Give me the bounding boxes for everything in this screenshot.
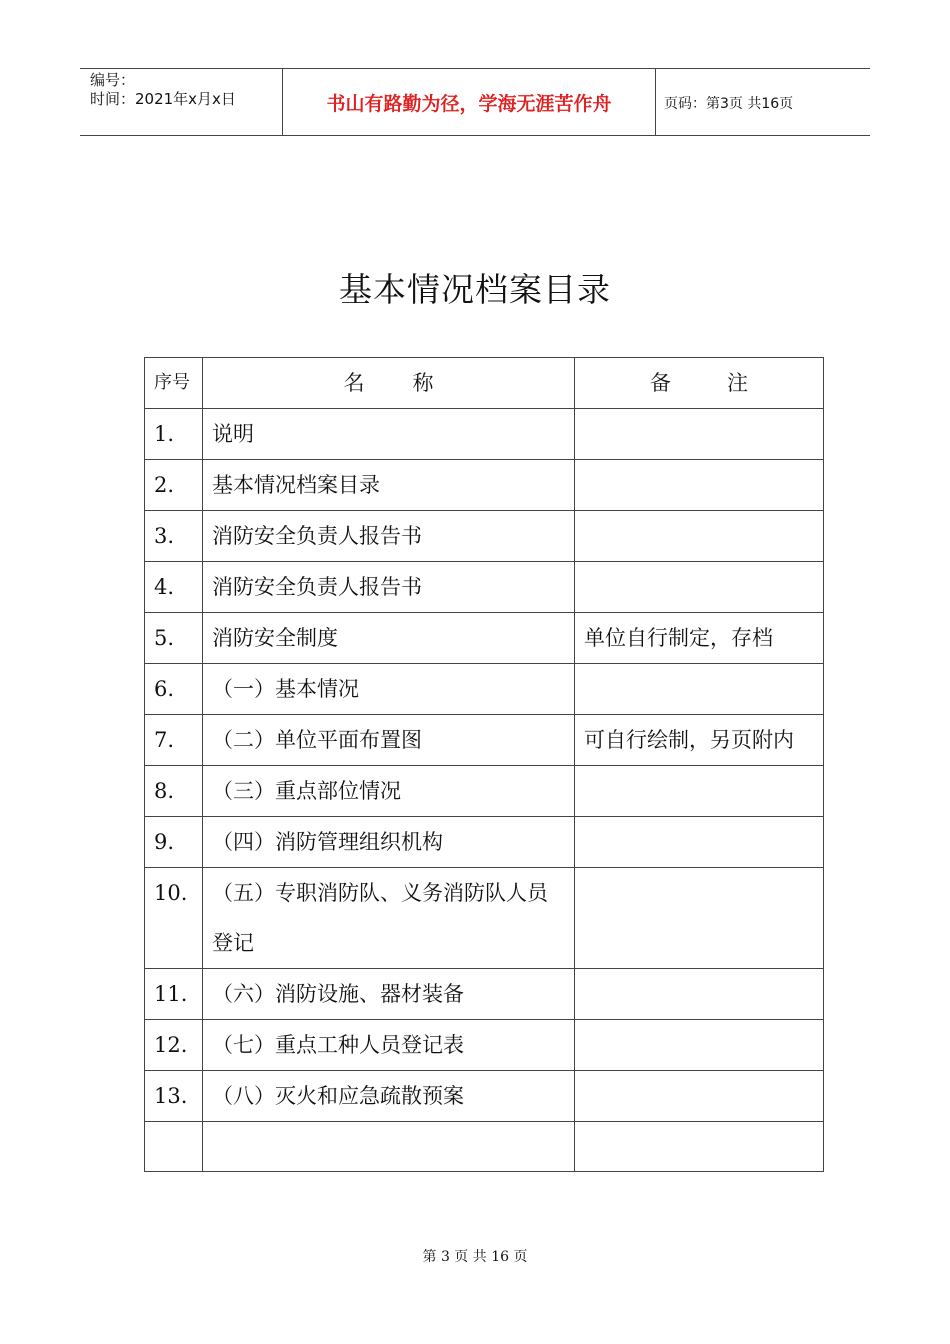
catalog-table [144, 357, 824, 1172]
row-seq: 11. [145, 969, 203, 1020]
header-meta [90, 71, 280, 109]
table-row [145, 1020, 824, 1071]
row-seq: 8. [145, 766, 203, 817]
header-note [575, 358, 824, 409]
row-note [575, 1122, 824, 1172]
row-note [575, 562, 824, 613]
header-seq: 序号 [145, 358, 203, 409]
row-seq: 7. [145, 715, 203, 766]
row-name: 消防安全负责人报告书 [203, 562, 575, 613]
row-seq: 2. [145, 460, 203, 511]
row-note [575, 868, 824, 969]
header-name-b: 称 [412, 371, 434, 395]
table-row [145, 664, 824, 715]
row-note: 可自行绘制，另页附内 [575, 715, 824, 766]
row-seq: 13. [145, 1071, 203, 1122]
row-seq: 3. [145, 511, 203, 562]
row-note [575, 460, 824, 511]
table-row [145, 409, 824, 460]
table-row [145, 511, 824, 562]
row-note [575, 664, 824, 715]
row-name [203, 1122, 575, 1172]
table-row [145, 715, 824, 766]
page-header [80, 68, 870, 136]
row-seq: 4. [145, 562, 203, 613]
row-note: 单位自行制定，存档 [575, 613, 824, 664]
table-row [145, 1071, 824, 1122]
row-note [575, 766, 824, 817]
row-note [575, 817, 824, 868]
row-seq [145, 1122, 203, 1172]
table-row [145, 613, 824, 664]
row-name: （一）基本情况 [203, 664, 575, 715]
row-name: （三）重点部位情况 [203, 766, 575, 817]
table-row [145, 868, 824, 969]
table-row [145, 1122, 824, 1172]
row-seq: 10. [145, 868, 203, 969]
row-seq: 6. [145, 664, 203, 715]
header-name [203, 358, 575, 409]
row-name: 消防安全负责人报告书 [203, 511, 575, 562]
table-row [145, 969, 824, 1020]
row-name: 说明 [203, 409, 575, 460]
header-note-b: 注 [727, 371, 748, 395]
table-row [145, 766, 824, 817]
row-name: 基本情况档案目录 [203, 460, 575, 511]
header-name-a: 名 [343, 371, 365, 395]
document-title: 基本情况档案目录 [339, 270, 611, 309]
row-name: （二）单位平面布置图 [203, 715, 575, 766]
code-label: 编号： [90, 71, 136, 89]
row-name: （五）专职消防队、义务消防队人员登记 [203, 868, 575, 969]
row-note [575, 409, 824, 460]
row-note [575, 1020, 824, 1071]
row-name: 消防安全制度 [203, 613, 575, 664]
table-row [145, 817, 824, 868]
header-note-a: 备 [650, 371, 671, 395]
row-name: （八）灭火和应急疏散预案 [203, 1071, 575, 1122]
row-name: （四）消防管理组织机构 [203, 817, 575, 868]
row-seq: 5. [145, 613, 203, 664]
time-label: 时间：2021年x月x日 [90, 90, 236, 108]
row-note [575, 969, 824, 1020]
header-motto: 书山有路勤为径，学海无涯苦作舟 [282, 69, 656, 135]
row-name: （六）消防设施、器材装备 [203, 969, 575, 1020]
row-seq: 1. [145, 409, 203, 460]
row-name: （七）重点工种人员登记表 [203, 1020, 575, 1071]
row-note [575, 1071, 824, 1122]
table-row [145, 460, 824, 511]
table-row [145, 562, 824, 613]
page-footer: 第 3 页 共 16 页 [422, 1249, 528, 1265]
header-page-label: 页码：第3页 共16页 [664, 96, 794, 112]
row-seq: 9. [145, 817, 203, 868]
row-note [575, 511, 824, 562]
row-seq: 12. [145, 1020, 203, 1071]
table-header-row [145, 358, 824, 409]
